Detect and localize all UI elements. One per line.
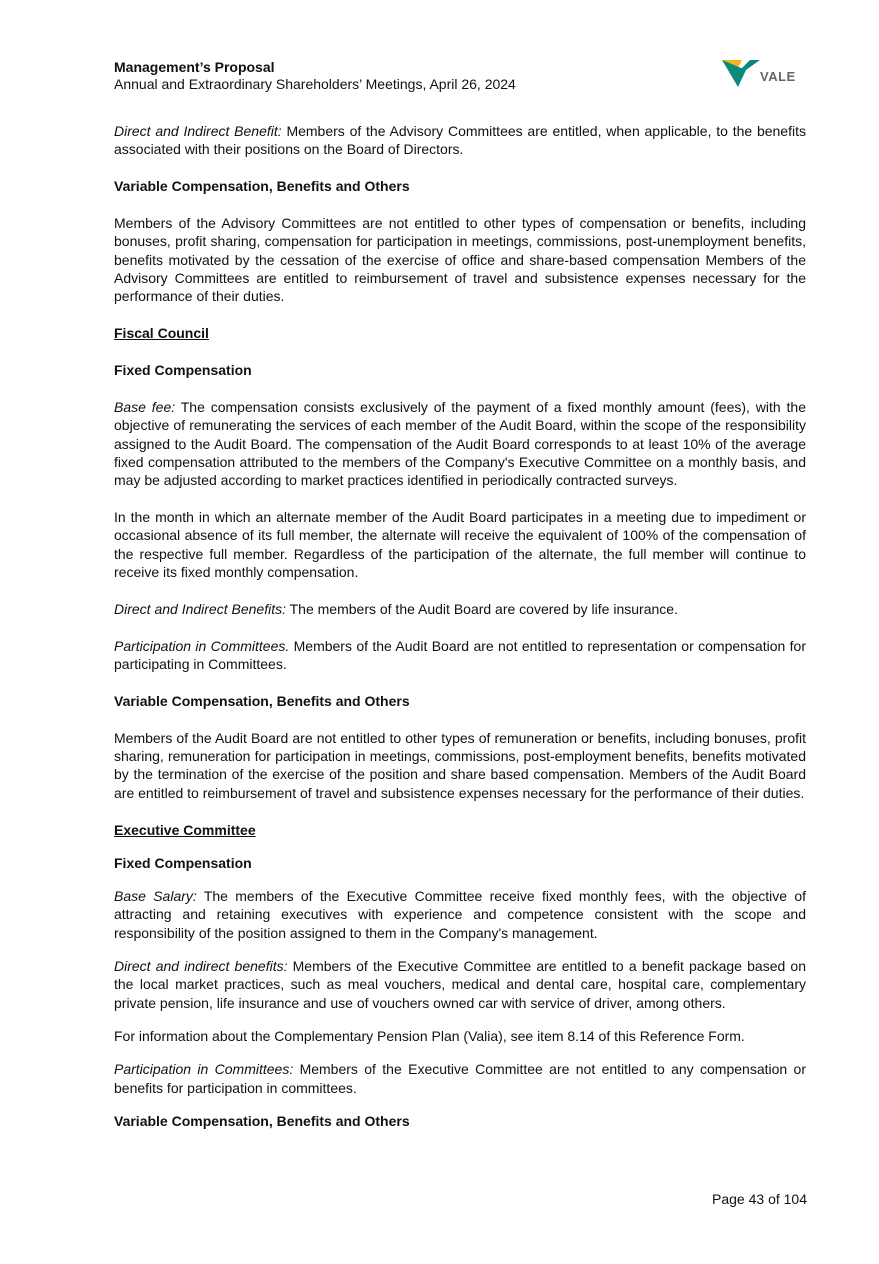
header-title: Management’s Proposal — [114, 59, 275, 75]
paragraph-alternate-member: In the month in which an alternate member of the Audit Board participates in a meeting due to impediment or occasional absence of its full member, the alternate will receive the equivalent of 100% of the compensation of the respective full member. Regardless of the participation of the alternate, the full member will continue to receive its fixed monthly compensation. — [114, 509, 806, 580]
text: The members of the Audit Board are covered by life insurance. — [285, 600, 678, 617]
paragraph-pension-plan: For information about the Complementary Pension Plan (Valia), see item 8.14 of this Reference Form. — [114, 1027, 745, 1044]
paragraph-audit-benefits — [114, 600, 806, 618]
heading-variable-compensation: Variable Compensation, Benefits and Others — [114, 692, 410, 709]
document-header — [114, 59, 814, 93]
paragraph-exec-benefits — [114, 957, 806, 1012]
header-subtitle: Annual and Extraordinary Shareholders’ Meetings, April 26, 2024 — [114, 76, 516, 92]
section-executive-committee: Executive Committee — [114, 821, 256, 838]
label: Direct and Indirect Benefits: — [114, 600, 286, 617]
heading-variable-compensation: Variable Compensation, Benefits and Others — [114, 178, 410, 195]
logo-text: VALE — [760, 69, 796, 84]
text: The members of the Executive Committee receive fixed monthly fees, with the objective of attracting and retaining executives with experience and competence consistent with the scope and responsibility of the position assigned to them in the Company's management. — [114, 888, 806, 941]
page-number: Page 43 of 104 — [712, 1191, 807, 1207]
text: Members of the Executive Committee are not entitled to any compensation or benefits for participation in committees. — [114, 1061, 806, 1096]
text: Members of the Audit Board are not entitled to representation or compensation for participating in Committees. — [114, 637, 806, 672]
vale-logo-icon — [720, 56, 760, 90]
label: Direct and Indirect Benefit: — [114, 123, 282, 139]
heading-variable-compensation: Variable Compensation, Benefits and Others — [114, 1112, 410, 1129]
paragraph-audit-variable: Members of the Audit Board are not entitled to other types of remuneration or benefits, including bonuses, profit sharing, remuneration for participation in meetings, commissions, post-employment benefits, benefits motivated by the termination of the exercise of the position and share based compensation. Members of the Audit Board are entitled to reimbursement of travel and subsistence expenses necessary for the performance of their duties. — [114, 729, 806, 801]
paragraph-base-fee — [114, 398, 806, 489]
paragraph-advisory-benefit — [114, 122, 806, 159]
document-body — [114, 122, 806, 1149]
label: Direct and indirect benefits: — [114, 958, 288, 975]
section-fiscal-council: Fiscal Council — [114, 325, 209, 342]
paragraph-exec-committees — [114, 1060, 806, 1097]
label: Base fee: — [114, 398, 176, 415]
paragraph-advisory-variable: Members of the Advisory Committees are not entitled to other types of compensation or benefits, including bonuses, profit sharing, compensation for participation in meetings, commissions, post-unemployment benefits, benefits motivated by the cessation of the exercise of office and share-based compensation Members of the Advisory Committees are entitled to reimbursement of travel and subsistence expenses necessary for the performance of their duties. — [114, 215, 806, 305]
heading-fixed-compensation: Fixed Compensation — [114, 854, 252, 871]
text: Members of the Executive Committee are entitled to a benefit package based on the local market practices, such as meal vouchers, medical and dental care, hospital care, complementary private pension, life insurance and use of vouchers owned car with service of driver, among others. — [114, 958, 806, 1011]
heading-fixed-compensation: Fixed Compensation — [114, 362, 252, 379]
label: Participation in Committees: — [114, 1061, 294, 1078]
text: Members of the Advisory Committees are entitled, when applicable, to the benefits associated with their positions on the Board of Directors. — [114, 123, 806, 158]
vale-logo — [720, 56, 810, 90]
paragraph-base-salary — [114, 887, 806, 942]
paragraph-audit-committees — [114, 637, 806, 674]
text: The compensation consists exclusively of the payment of a fixed monthly amount (fees), with the objective of remunerating the services of each member of the Audit Board, within the scope of the responsibility assigned to the Audit Board. The compensation of the Audit Board corresponds to at least 10% of the average fixed compensation attributed to the members of the Company's Executive Committee on a monthly basis, and may be adjusted according to market practices identified in periodically contracted surveys. — [114, 398, 806, 489]
label: Participation in Committees. — [114, 637, 290, 654]
label: Base Salary: — [114, 888, 197, 905]
